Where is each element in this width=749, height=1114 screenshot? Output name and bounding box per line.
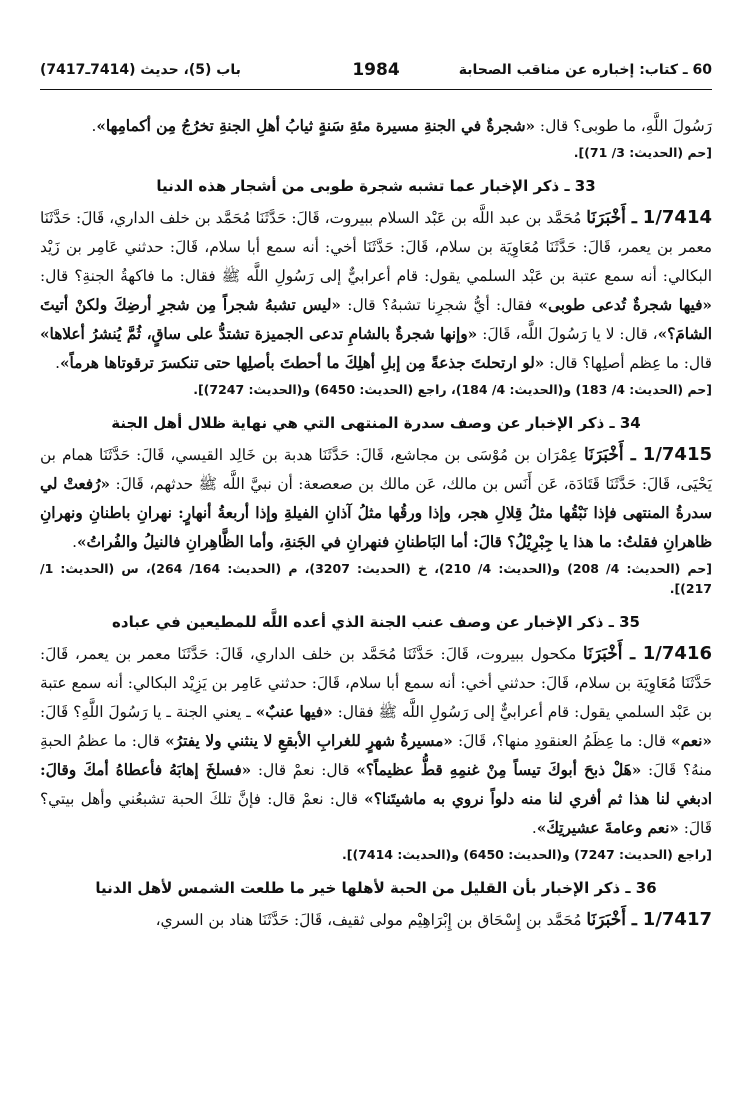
header-rule <box>40 89 712 90</box>
chapter-title: 60 ـ كتاب: إخباره عن مناقب الصحابة <box>458 62 712 78</box>
hadith-range: باب (5)، حديث (7414ـ7417) <box>40 62 241 78</box>
intro-paragraph: رَسُولَ اللَّهِ، ما طوبى؟ قال: «شجرةٌ في الجنةِ مسيرة مئةِ سَنةٍ ثيابُ أهلِ الجنةِ تخرُجُ مِن أكمامِها». <box>91 117 712 135</box>
hadith-7416-reference: [راجع (الحديث: 7247) و(الحديث: 6450) و(الحديث: 7414)]. <box>342 847 712 862</box>
hadith-7417: 1/7417 ـ أَخْبَرَنَا مُحَمَّد بن إِسْحَاق بن إِبْرَاهِيْم مولى ثقيف، قَالَ: حَدَّثَنَا هناد بن السري، <box>155 909 712 930</box>
section-34-title: 34 ـ ذكر الإخبار عن وصف سدرة المنتهى التي هي نهاية ظلال أهل الجنة <box>111 414 641 432</box>
hadith-number: 1/7416 <box>642 643 712 664</box>
hadith-7414: 1/7414 ـ أَخْبَرَنَا مُحَمَّد بن عبد اللَّه بن عَبْد السلام ببيروت، قَالَ: حَدَّثَنَا مُحَمَّد بن خلف الداري، قَالَ: حَدَّثَنَا معمر بن يعمر، قَالَ: حَدَّثَنَا مُعَاوِيَة بن سلام، قَالَ: حَدَّثَنَا أخي: أنه سمع أبا سلام، قَالَ: حدثني عَامِر بن زَيْد البكالي: أنه سمع عتبة بن عَبْد السلمي يقول: قام أعرابيٌّ إلى رَسُولِ اللَّه ﷺ فقال: ما فاكهةُ الجنةِ؟ قال: «فيها شجرةٌ تُدعى طوبى» فقال: أيُّ شجرِنا تشبهُ؟ قال: «ليس تشبهُ شجراً مِن شجرِ أرضِكَ ولكنْ أتيتَ الشامَ؟»، قال: لا يا رَسُولَ اللَّه، قَالَ: «وإنها شجرةٌ بالشامِ تدعى الجميزة تشتدُّ على ساقٍ، ثُمَّ يُنشرُ أعلاها» قال: ما عِظم أصلِها؟ قال: «لو ارتحلتَ جذعةً مِن إبلِ أهلِكَ ما أحطتَ بأصلِها حتى تنكسرَ ترقوتاها هرماً». <box>40 207 712 372</box>
section-36-title: 36 ـ ذكر الإخبار بأن القليل من الحبة لأهلها خير ما طلعت الشمس لأهل الدنيا <box>95 879 657 897</box>
intro-quote: «شجرةٌ في الجنةِ مسيرة مئةِ سَنةٍ ثيابُ أهلِ الجنةِ تخرُجُ مِن أكمامِها» <box>96 117 536 135</box>
hadith-number: 1/7417 <box>642 909 712 930</box>
page-header <box>40 60 712 86</box>
hadith-number: 1/7415 <box>642 444 712 465</box>
hadith-number: 1/7414 <box>642 207 712 228</box>
section-33-title: 33 ـ ذكر الإخبار عما تشبه شجرة طوبى من أشجار هذه الدنيا <box>156 177 596 195</box>
hadith-7415: 1/7415 ـ أَخْبَرَنَا عِمْرَان بن مُوْسَى بن مجاشع، قَالَ: حَدَّثَنَا هدبة بن خَالِد القيسي، قَالَ: حَدَّثَنَا همام بن يَحْيَى، قَالَ: حَدَّثَنَا قَتَادَة، عَن أَنَس بن مالك، عَن مالك بن صعصعة: أن نبيَّ اللَّه ﷺ حدثهم، قَالَ: «رُفعتْ لي سدرةُ المنتهى فإذا نَبْقُها مثلُ قِلالِ هجر، وإذا ورقُها مثلُ آذانِ الفيلةِ وإذا أربعةُ أنهارٍ: نهرانِ باطنانِ ونهرانِ ظاهرانِ فقلتُ: ما هذا يا جِبْرِيْلُ؟ قالَ: أما البَاطنانِ فنهرانِ في الجَنةِ، وأما الظَّاهِرانِ فالنيلُ والفُراتُ». <box>40 444 712 551</box>
hadith-7415-reference: [حم (الحديث: 4/ 208) و(الحديث: 4/ 210)، خ (الحديث: 3207)، م (الحديث: 164/ 264)، س (الحديث: 1/ 217)]. <box>40 561 712 596</box>
page-body <box>40 112 712 935</box>
hadith-7416: 1/7416 ـ أَخْبَرَنَا مكحول ببيروت، قَالَ: حَدَّثَنَا مُحَمَّد بن خلف الداري، قَالَ: حَدَّثَنَا معمر بن يعمر، قَالَ: حَدَّثَنَا مُعَاوِيَة بن سلام، قَالَ: حدثني أخي: أنه سمع أبا سلام، قَالَ: حدثني عَامِر بن يَزِيْد البكالي: أنه سمع عتبة بن عَبْد السلمي يقول: قام أعرابيٌّ إلى رَسُولِ اللَّه ﷺ فقال: «فيها عنبٌ» ـ يعني الجنة ـ يا رَسُولَ اللَّهِ؟ قَالَ: «نعم» قال: ما عِظَمُ العنقودِ منها؟، قَالَ: «مسيرةُ شهرٍ للغرابِ الأبقعِ لا ينثني ولا يفترُ» قال: ما عظمُ الحبةِ منهُ؟ قَالَ: «هَلْ ذبحَ أبوكَ تيساً مِنْ غنمِهِ قطُّ عظيماً؟» قال: نعمْ قال: «فسلخَ إهابَهُ فأعطاهُ أمكَ وقالَ: ادبغي لنا هذا ثم أفري لنا منه دلواً نروي به ماشيتَنا؟» قال: نعمْ قال: فإنَّ تلكَ الحبة تشبعُني وأهل بيتي؟ قَالَ: «نعم وعامةَ عشيرتِكَ». <box>40 643 713 837</box>
hadith-7414-reference: [حم (الحديث: 4/ 183) و(الحديث: 4/ 184)، راجع (الحديث: 6450) و(الحديث: 7247)]. <box>193 382 712 397</box>
section-35-title: 35 ـ ذكر الإخبار عن وصف عنب الجنة الذي أعده اللَّه للمطيعين في عباده <box>112 613 640 631</box>
intro-reference: [حم (الحديث: 3/ 71)]. <box>573 145 712 160</box>
page-number: 1984 <box>352 60 400 80</box>
